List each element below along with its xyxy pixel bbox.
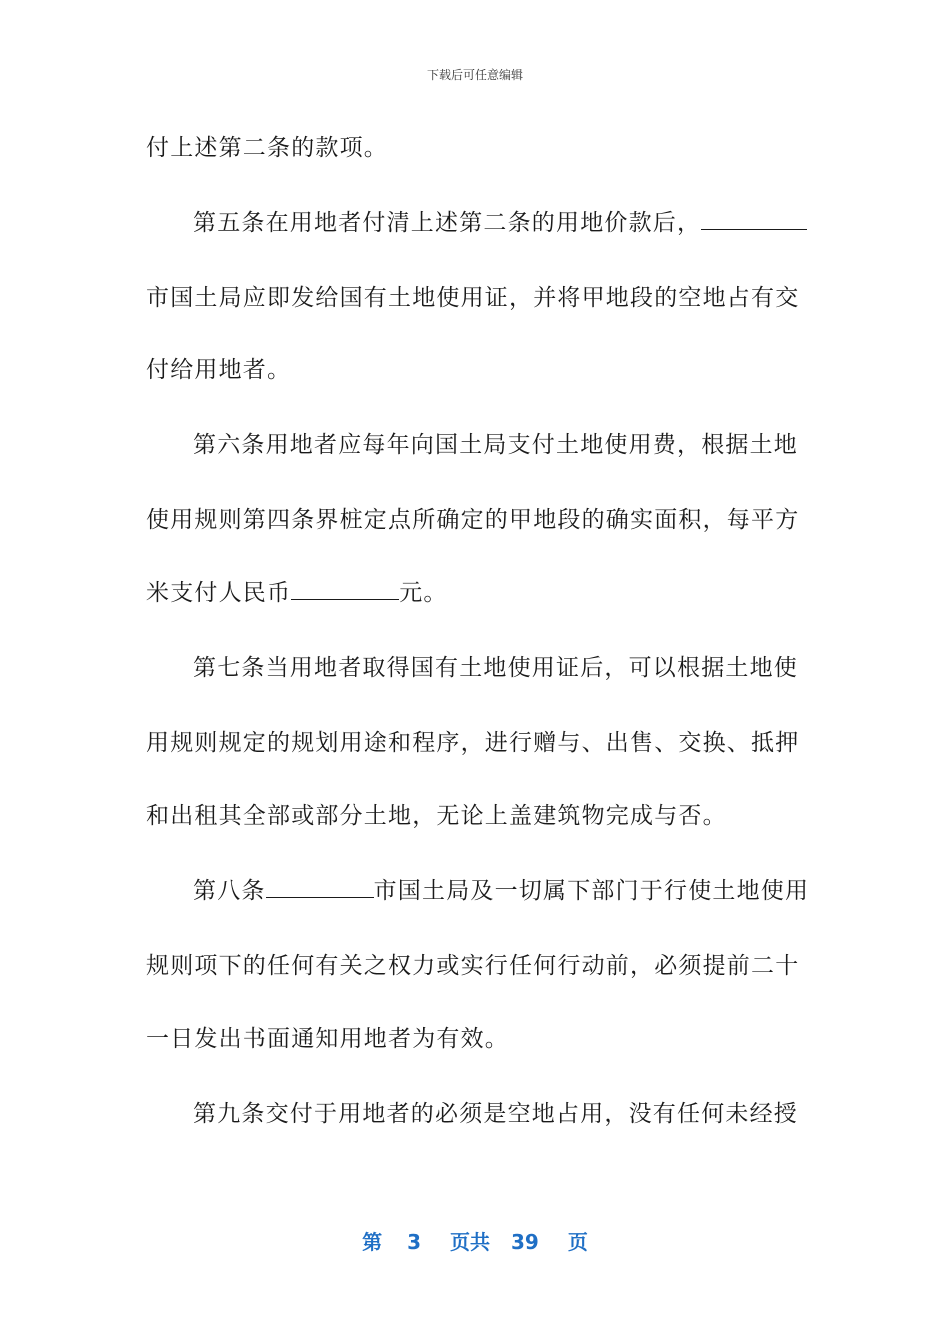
page-total-number: 39 [511, 1230, 539, 1254]
paragraph-line: 第六条用地者应每年向国土局支付土地使用费，根据土地 [193, 432, 798, 458]
page-label-suffix: 页 [567, 1230, 588, 1254]
paragraph-line: 付上述第二条的款项。 [146, 135, 388, 161]
page-label-middle: 页共 [450, 1230, 491, 1254]
paragraph-line [193, 208, 807, 238]
paragraph-line: 第七条当用地者取得国有土地使用证后，可以根据土地使 [193, 655, 798, 681]
page-footer [0, 1226, 950, 1255]
paragraph-line: 使用规则第四条界桩定点所确定的甲地段的确实面积，每平方 [146, 507, 800, 533]
page-current-number: 3 [407, 1230, 422, 1254]
line-text: 米支付人民币 [146, 580, 292, 606]
header-note: 下载后可任意编辑 [426, 68, 523, 82]
paragraph-line: 市国土局应即发给国有土地使用证，并将甲地段的空地占有交 [146, 285, 800, 311]
paragraph-line: 规则项下的任何有关之权力或实行任何行动前，必须提前二十 [146, 953, 800, 979]
page-label-prefix: 第 [362, 1230, 383, 1254]
paragraph-line: 用规则规定的规划用途和程序，进行赠与、出售、交换、抵押 [146, 730, 800, 756]
line-text: 第五条在用地者付清上述第二条的用地价款后， [193, 210, 702, 236]
line-text: 市国土局及一切属下部门于行使土地使用 [373, 878, 810, 904]
paragraph-line [193, 876, 809, 906]
fill-in-blank [291, 579, 399, 600]
paragraph-line: 一日发出书面通知用地者为有效。 [146, 1026, 509, 1052]
paragraph-line: 第九条交付于用地者的必须是空地占用，没有任何未经授 [193, 1101, 798, 1127]
paragraph-line [146, 578, 448, 608]
line-text: 第八条 [193, 878, 266, 904]
paragraph-line: 和出租其全部或部分土地，无论上盖建筑物完成与否。 [146, 803, 727, 829]
fill-in-blank [701, 209, 807, 230]
fill-in-blank [266, 877, 374, 898]
paragraph-line: 付给用地者。 [146, 357, 292, 383]
line-text: 元。 [399, 580, 448, 606]
